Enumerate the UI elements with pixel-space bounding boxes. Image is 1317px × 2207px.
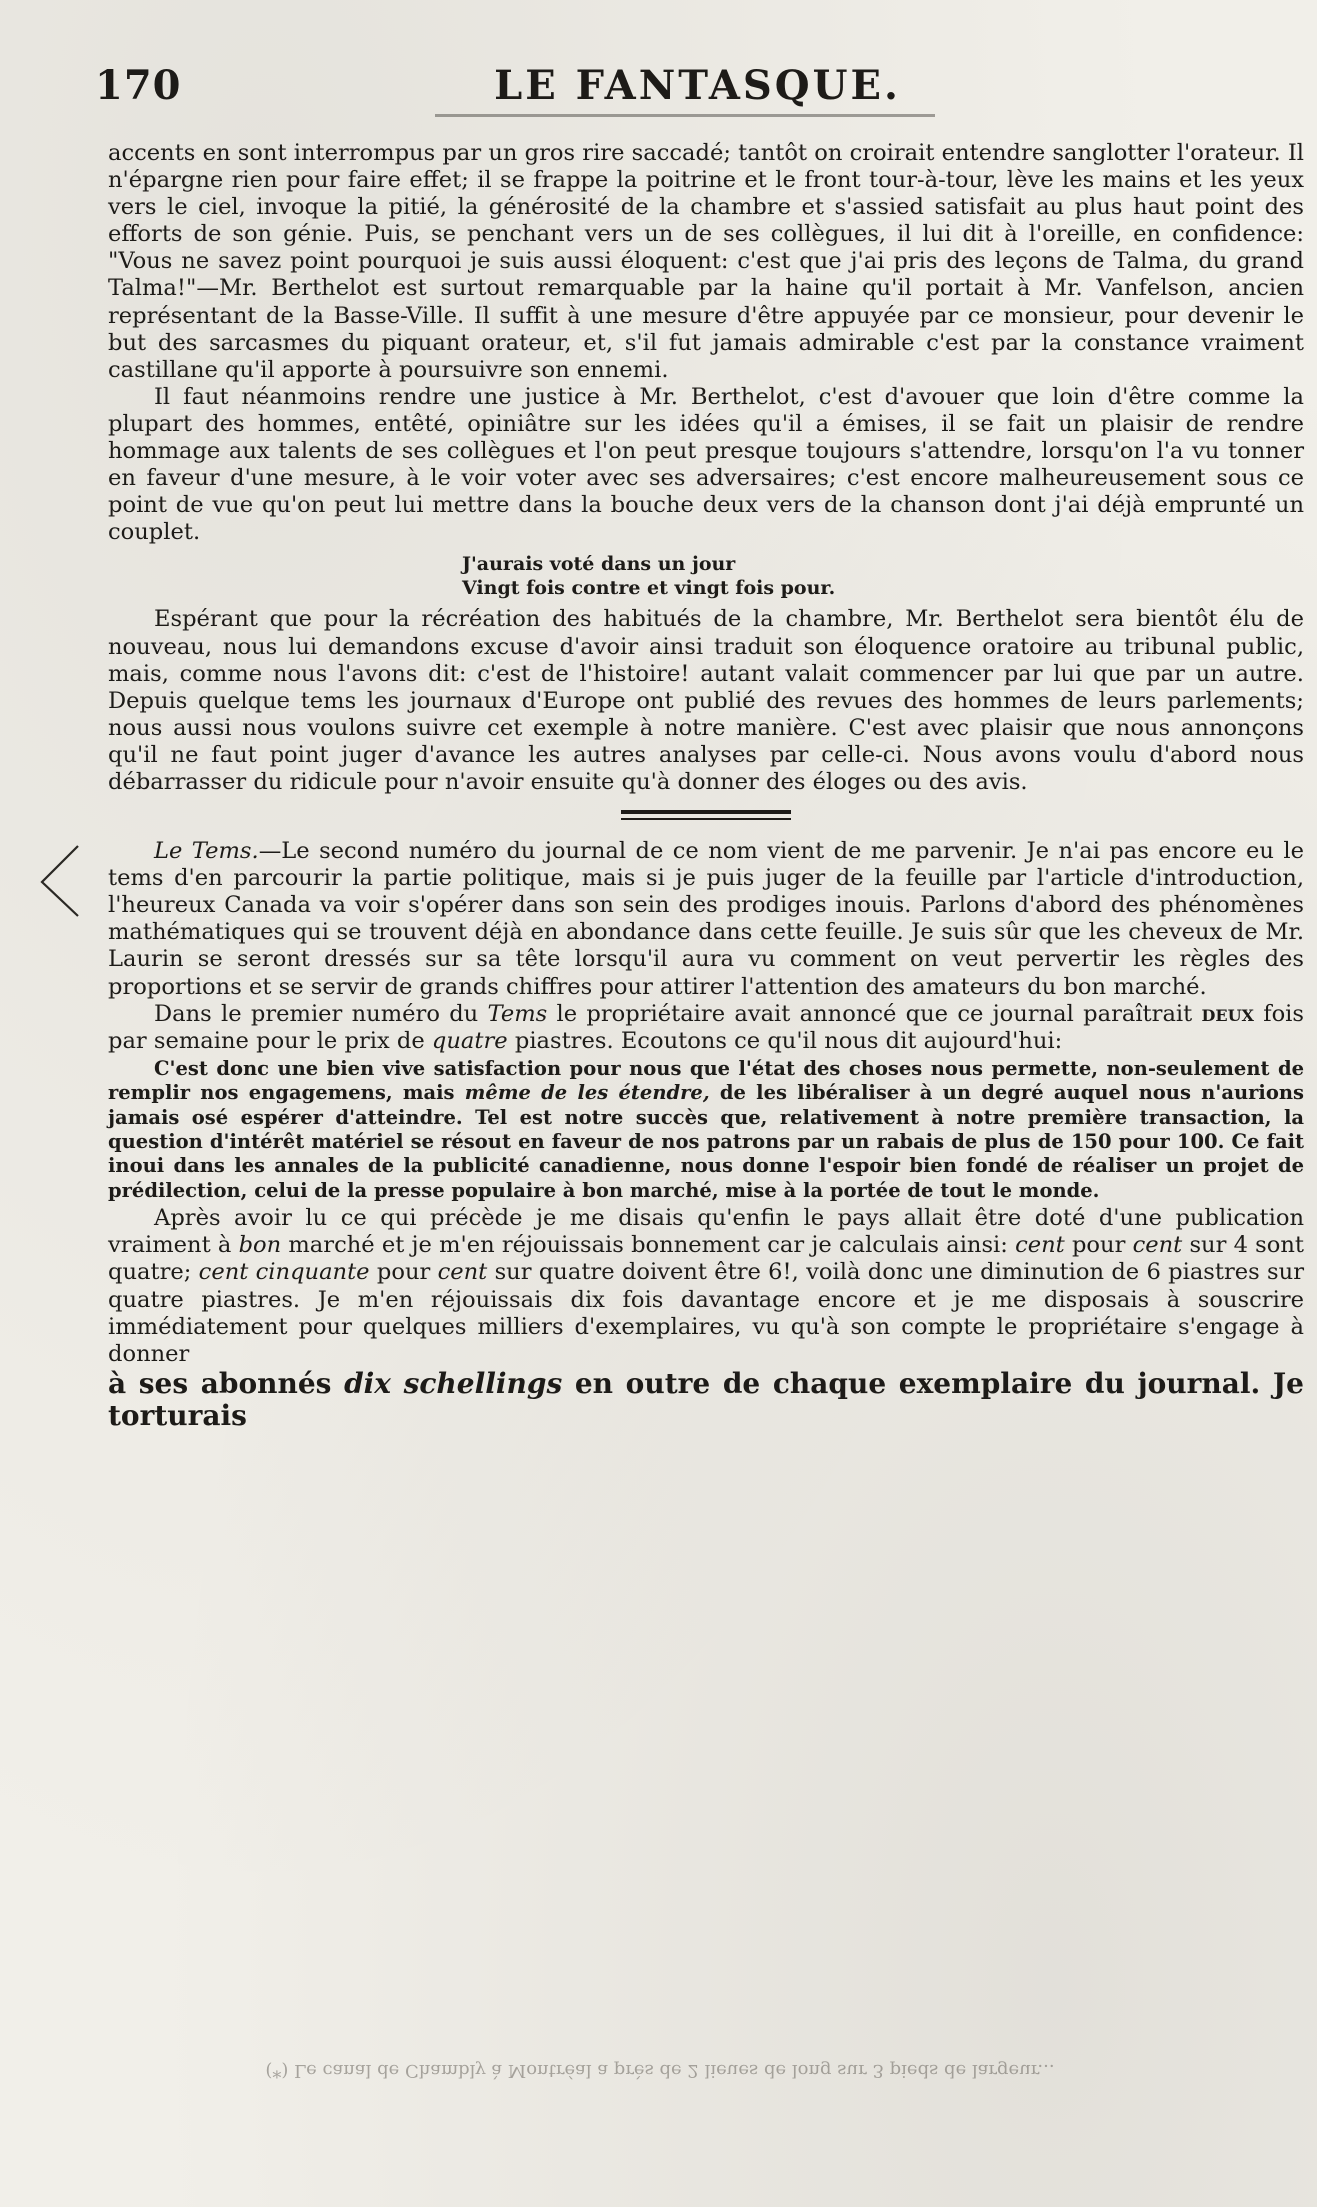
p6-part-k: sur quatre doivent être 6!, voilà donc une diminution de 6 piastres sur quatre piastres. Je m'en réjouissais dix fois davantage encore et je me disposais à souscrire immédiatement pour quelques milliers d'exemplaires, vu qu'à son compte le propriétaire s'engage à donner [108,1259,1305,1367]
p5-part-a: Dans le premier numéro du [154,1000,488,1027]
p5-italic-tems: Tems [487,1000,548,1027]
paragraph-4-text: —Le second numéro du journal de ce nom vient de me parvenir. Je n'ai pas encore eu le tems d'en parcourir la partie politique, mais si je puis juger de la feuille par l'article d'introduction, l'heureux Canada va voir s'opérer dans son sein des prodiges inouis. Parlons d'abord des phénomènes mathématiques qui se trouvent déjà en abondance dans cette feuille. Je suis sûr que les cheveux de Mr. Laurin se seront dressés sur sa tête lorsqu'il aura vu comment on veut pervertir les règles des proportions et se servir de grands chiffres pour attirer l'attention des amateurs du bon marché. [108,838,1304,1000]
quote-part-c: de les libéraliser à un degré auquel nous n'aurions jamais osé espérer d'atteindre. Tel est notre succès que, relativement à notre première transaction, la question d'intérêt matériel se résout en faveur de nos patrons par un rabais de plus de 150 pour 100. Ce fait inoui dans les annales de la publicité canadienne, nous donne l'espoir bien fondé de réaliser un projet de prédilection, celui de la presse populaire à bon marché, mise à la portée de tout le monde. [108,1081,1304,1202]
last-line [108,1368,1304,1432]
section-separator [621,810,791,820]
p6-part-a: Après avoir lu ce qui précède je me disais qu'enfin le pays allait être doté d'une publication vraiment à [108,1205,1304,1259]
last-part-c: en outre de chaque exemplaire du journal. Je torturais [108,1366,1304,1432]
p5-part-e: fois par semaine pour le prix de [108,1000,1305,1054]
p5-italic-quatre: quatre [431,1027,508,1054]
paragraph-5 [108,1001,1304,1055]
paragraph-2: Il faut néanmoins rendre une justice à Mr. Berthelot, c'est d'avouer que loin d'être comme la plupart des hommes, entêté, opiniâtre sur les idées qu'il a émises, il se fait un plaisir de rendre hommage aux talents de ses collègues et l'on peut presque toujours s'attendre, lorsqu'on l'a vu tonner en faveur d'une mesure, à le voir voter avec ses adversaires; c'est encore malheureusement sous ce point de vue qu'on peut lui mettre dans la bouche deux vers de la chanson dont j'ai déjà emprunté un couplet. [108,383,1304,546]
verse-quote [108,552,1304,600]
paragraph-3: Espérant que pour la récréation des habitués de la chambre, Mr. Berthelot sera bientôt élu de nouveau, nous lui demandons excuse d'avoir ainsi traduit son éloquence oratoire au tribunal public, mais, comme nous l'avons dit: c'est de l'histoire! autant valait commencer par lui que par un autre. Depuis quelque tems les journaux d'Europe ont publié des revues des hommes de leurs parlements; nous aussi nous voulons suivre cet exemple à notre manière. C'est avec plaisir que nous annonçons qu'il ne faut point juger d'avance les autres analyses par celle-ci. Nous avons voulu d'abord nous débarrasser du ridicule pour n'avoir ensuite qu'à donner des éloges ou des avis. [108,606,1304,795]
quoted-excerpt [108,1057,1304,1203]
last-italic: dix schellings [344,1366,563,1400]
quote-part-a: C'est donc une bien vive satisfaction pour nous que l'état des choses nous permette, non-seulement de remplir nos engagemens, mais [108,1056,1304,1105]
margin-bracket-mark [30,840,90,920]
last-part-a: à ses abonnés [108,1366,345,1400]
p6-italic-cent: cent [1015,1232,1065,1259]
p6-part-e: pour [1064,1232,1133,1259]
p6-italic-bon: bon [238,1232,282,1259]
p6-part-i: pour [369,1259,438,1286]
article-body [108,140,1304,1432]
quote-italic: même de les étendre, [464,1081,710,1105]
verse-line-2: Vingt fois contre et vingt fois pour. [462,577,836,600]
verse-line-1: J'aurais voté dans un jour [462,553,736,576]
p6-part-g: sur 4 sont quatre; [108,1232,1304,1286]
p6-italic-cent-2: cent [1132,1232,1183,1259]
running-title: LE FANTASQUE. [494,62,901,109]
p5-part-c: le propriétaire avait annoncé que ce journal paraîtrait [547,1000,1202,1027]
page-header [95,62,1300,122]
bleed-through-footnote: (*) Le canal de Chambly à Montréal a près de 2 lieues de long sur 3 pieds de largeur... [265,2060,1055,2081]
p6-italic-cent-cinquante: cent cinquante [198,1259,370,1286]
paragraph-1: accents en sont interrompus par un gros rire saccadé; tantôt on croirait entendre sanglotter l'orateur. Il n'épargne rien pour faire effet; il se frappe la poitrine et le front tour-à-tour, lève les mains et les yeux vers le ciel, invoque la pitié, la générosité de la chambre et s'assied satisfait au plus haut point des efforts de son génie. Puis, se penchant vers un de ses collègues, il lui dit à l'oreille, en confidence: "Vous ne savez point pourquoi je suis aussi éloquent: c'est que j'ai pris des leçons de Talma, du grand Talma!"—Mr. Berthelot est surtout remarquable par la haine qu'il portait à Mr. Vanfelson, ancien représentant de la Basse-Ville. Il suffit à une mesure d'être appuyée par ce monsieur, pour devenir le but des sarcasmes du piquant orateur, et, s'il fut jamais admirable c'est par la constance vraiment castillane qu'il apporte à poursuivre son ennemi. [108,140,1304,383]
paragraph-4 [108,838,1304,1001]
page-number: 170 [95,62,182,109]
p5-part-g: piastres. Ecoutons ce qu'il nous dit aujourd'hui: [507,1027,1063,1054]
p5-deux: deux [1201,1000,1254,1027]
header-rule [435,114,935,117]
p6-italic-cent-3: cent [437,1259,488,1286]
paragraph-6 [108,1205,1304,1368]
p6-part-c: marché et je m'en réjouissais bonnement car je calculais ainsi: [281,1232,1016,1259]
le-tems-title: Le Tems. [154,838,259,865]
